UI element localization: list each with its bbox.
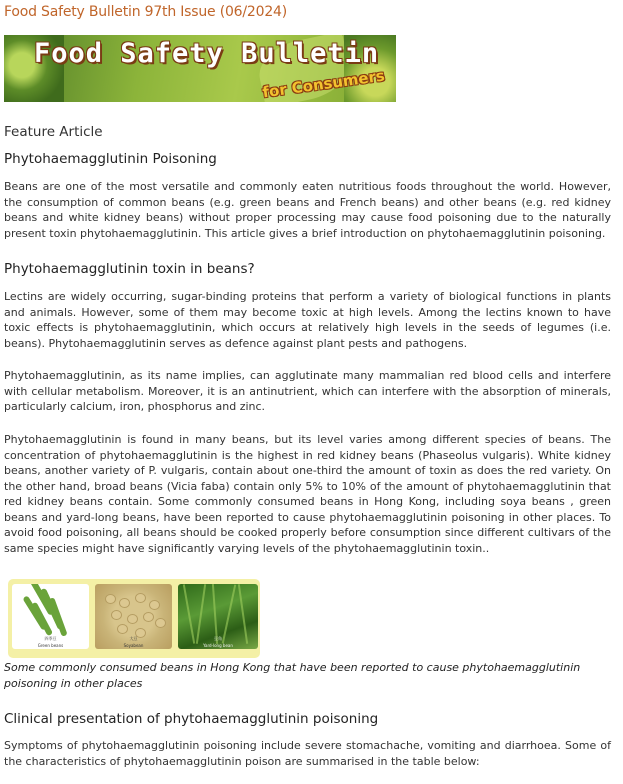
issue-title: Food Safety Bulletin 97th Issue (06/2024) bbox=[4, 4, 287, 20]
photo-label: Green beans bbox=[37, 643, 64, 648]
photo-label-zh: 大豆 bbox=[129, 636, 138, 641]
photo-label: Soyabean bbox=[123, 643, 144, 648]
bulletin-banner bbox=[4, 35, 396, 102]
section2-paragraph: Symptoms of phytohaemagglutinin poisoning include severe stomachache, vomiting and diarrhoea. Some of the characteristics of phytohaemagglutinin poison are summarised in the table below: bbox=[4, 739, 611, 768]
soyabean-photo bbox=[95, 584, 172, 649]
bean-photos bbox=[8, 579, 260, 658]
photo-label: Yard-long bean bbox=[203, 643, 233, 648]
section1-paragraph: Lectins are widely occurring, sugar-binding proteins that perform a variety of biological functions in plants and animals. However, some of them may become toxic at high levels. Among the lectins known to have toxic effects is phytohaemagglutinin, which occurs at relatively high levels in the seeds of legumes (i.e. beans). Phytohaemagglutinin serves as defence against plant pests and pathogens. bbox=[4, 290, 611, 350]
section1-paragraph: Phytohaemagglutinin, as its name implies, can agglutinate many mammalian red blood cells and interfere with cellular metabolism. Moreover, it is an antinutrient, which can interfere with the absorption of minerals, particularly calcium, iron, phosphorus and zinc. bbox=[4, 369, 611, 413]
photo-label-zh: 四季豆 bbox=[44, 636, 57, 641]
section1-paragraph: Phytohaemagglutinin is found in many beans, but its level varies among different species of beans. The concentration of phytohaemagglutinin is the highest in red kidney beans (Phaseolus vulgaris). White kidney beans, another variety of P. vulgaris, contain about one-third the amount of toxin as does the red variety. On the other hand, broad beans (Vicia faba) contain only 5% to 10% of the amount of phytohaemagglutinin that red kidney beans contain. Some commonly consumed beans in Hong Kong, including soya beans , green beans and yard-long beans, have been reported to cause phytohaemagglutinin poisoning in other places. To avoid food poisoning, all beans should be cooked properly before consumption since different cultivars of the same species might have significantly varying levels of the phytohaemagglutinin toxin.. bbox=[4, 433, 611, 555]
banner-title: Food Safety Bulletin bbox=[34, 38, 380, 69]
banner-subtitle: for Consumers bbox=[261, 66, 386, 102]
photo-caption: Some commonly consumed beans in Hong Kong that have been reported to cause phytohaemagglutinin poisoning in other places bbox=[4, 661, 581, 690]
green-beans-photo bbox=[12, 584, 89, 649]
feature-heading: Feature Article bbox=[4, 124, 103, 140]
article-title: Phytohaemagglutinin Poisoning bbox=[4, 151, 217, 167]
intro-paragraph: Beans are one of the most versatile and commonly eaten nutritious foods throughout the world. However, the consumption of common beans (e.g. green beans and French beans) and other beans (e.g. red kidney beans and white kidney beans) without proper processing may cause food poisoning due to the naturally present toxin phytohaemagglutinin. This article gives a brief introduction on phytohaemagglutinin poisoning. bbox=[4, 180, 611, 240]
section2-heading: Clinical presentation of phytohaemagglutinin poisoning bbox=[4, 711, 379, 727]
photo-label-zh: 豆角 bbox=[214, 636, 222, 641]
yard-long-bean-photo bbox=[178, 584, 258, 649]
section1-heading: Phytohaemagglutinin toxin in beans? bbox=[4, 261, 255, 277]
